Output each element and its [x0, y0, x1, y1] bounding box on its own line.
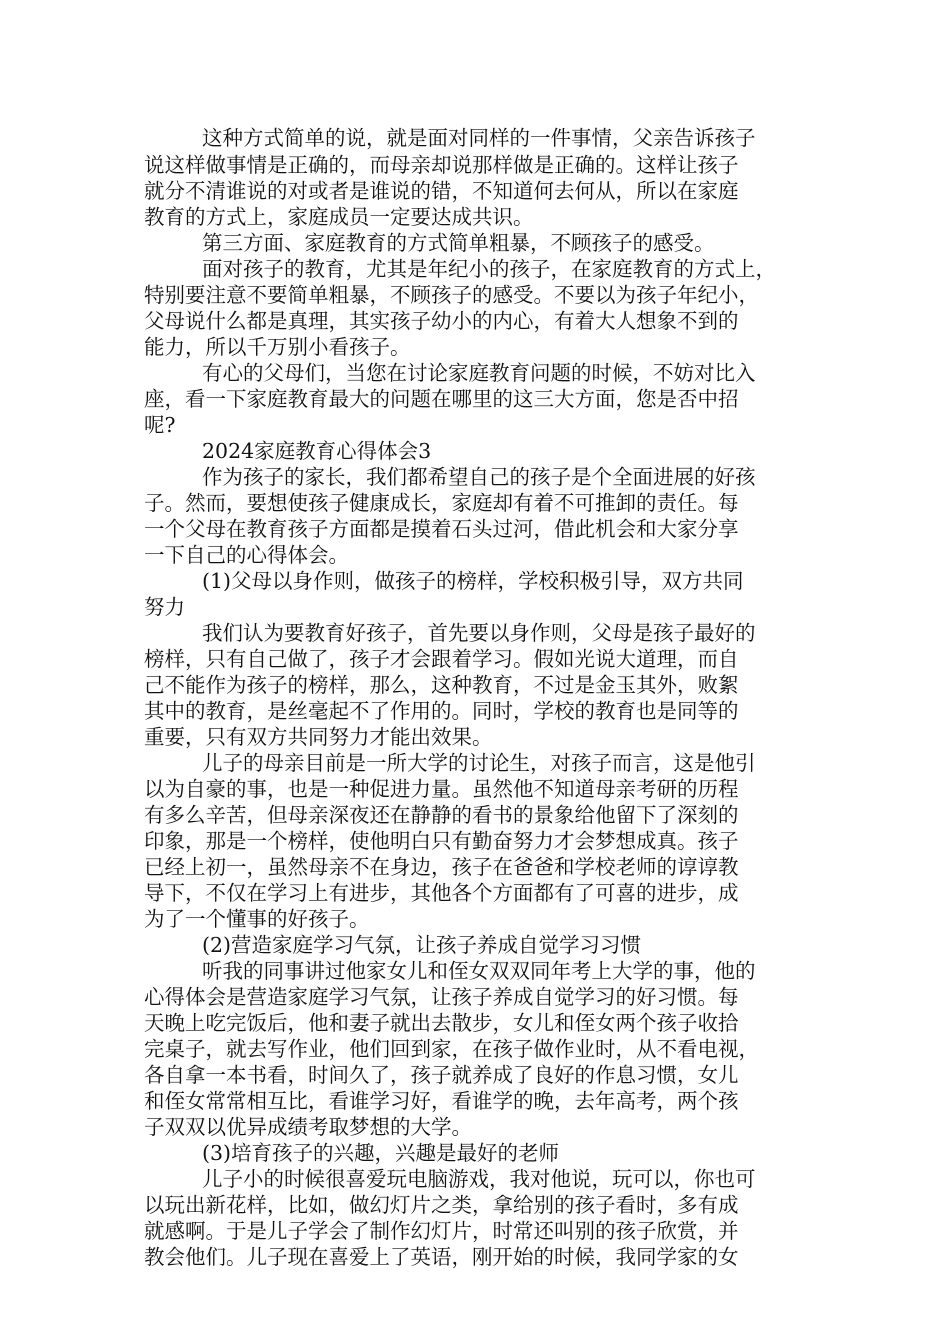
- text-line: 和侄女常常相互比，看谁学习好，看谁学的晚，去年高考，两个孩: [144, 1089, 739, 1113]
- text-line: 儿子小的时候很喜爱玩电脑游戏，我对他说，玩可以，你也可: [202, 1167, 756, 1191]
- text-line: 心得体会是营造家庭学习气氛，让孩子养成自觉学习的好习惯。每: [144, 985, 739, 1009]
- text-line: 榜样，只有自己做了，孩子才会跟着学习。假如光说大道理，而自: [144, 647, 739, 671]
- text-line: 就分不清谁说的对或者是谁说的错，不知道何去何从，所以在家庭: [144, 179, 739, 203]
- subheading: (3)培育孩子的兴趣，兴趣是最好的老师: [202, 1141, 560, 1165]
- text-line: 一下自己的心得体会。: [144, 543, 349, 567]
- subheading: (2)营造家庭学习气氛，让孩子养成自觉学习习惯: [202, 933, 642, 957]
- text-line: 特别要注意不要简单粗暴，不顾孩子的感受。不要以为孩子年纪小，: [144, 283, 759, 307]
- text-line: 呢?: [144, 413, 176, 437]
- text-line: 各自拿一本书看，时间久了，孩子就养成了良好的作息习惯，女儿: [144, 1063, 739, 1087]
- text-line: 教育的方式上，家庭成员一定要达成共识。: [144, 205, 534, 229]
- text-line: 父母说什么都是真理，其实孩子幼小的内心，有着大人想象不到的: [144, 309, 739, 333]
- text-line: 以为自豪的事，也是一种促进力量。虽然他不知道母亲考研的历程: [144, 777, 739, 801]
- text-line: 为了一个懂事的好孩子。: [144, 907, 370, 931]
- text-line: 子双双以优异成绩考取梦想的大学。: [144, 1115, 472, 1139]
- text-line: 就感啊。于是儿子学会了制作幻灯片，时常还叫别的孩子欣赏，并: [144, 1219, 739, 1243]
- text-line: 导下，不仅在学习上有进步，其他各个方面都有了可喜的进步，成: [144, 881, 739, 905]
- section-heading: 2024家庭教育心得体会3: [202, 439, 432, 463]
- text-line: 完桌子，就去写作业，他们回到家，在孩子做作业时，从不看电视，: [144, 1037, 759, 1061]
- text-line: 面对孩子的教育，尤其是年纪小的孩子，在家庭教育的方式上，: [202, 257, 776, 281]
- text-line: 儿子的母亲目前是一所大学的讨论生，对孩子而言，这是他引: [202, 751, 756, 775]
- text-line: 其中的教育，是丝毫起不了作用的。同时，学校的教育也是同等的: [144, 699, 739, 723]
- text-line: 这种方式简单的说，就是面对同样的一件事情，父亲告诉孩子: [202, 126, 756, 150]
- text-line: 第三方面、家庭教育的方式简单粗暴，不顾孩子的感受。: [202, 231, 715, 255]
- text-line: 教会他们。儿子现在喜爱上了英语，刚开始的时候，我同学家的女: [144, 1245, 739, 1269]
- text-line: 作为孩子的家长，我们都希望自己的孩子是个全面进展的好孩: [202, 465, 756, 489]
- text-line: 努力: [144, 595, 185, 619]
- text-line: 重要，只有双方共同努力才能出效果。: [144, 725, 493, 749]
- text-line: 一个父母在教育孩子方面都是摸着石头过河，借此机会和大家分享: [144, 517, 739, 541]
- text-line: 以玩出新花样，比如，做幻灯片之类，拿给别的孩子看时，多有成: [144, 1193, 739, 1217]
- text-line: 已经上初一，虽然母亲不在身边，孩子在爸爸和学校老师的谆谆教: [144, 855, 739, 879]
- text-line: 说这样做事情是正确的，而母亲却说那样做是正确的。这样让孩子: [144, 153, 739, 177]
- text-line: 天晚上吃完饭后，他和妻子就出去散步，女儿和侄女两个孩子收拾: [144, 1011, 739, 1035]
- text-line: 印象，那是一个榜样，使他明白只有勤奋努力才会梦想成真。孩子: [144, 829, 739, 853]
- text-line: 听我的同事讲过他家女儿和侄女双双同年考上大学的事，他的: [202, 959, 756, 983]
- text-line: 能力，所以千万别小看孩子。: [144, 335, 411, 359]
- text-line: 己不能作为孩子的榜样，那么，这种教育，不过是金玉其外，败絮: [144, 673, 739, 697]
- text-line: 座，看一下家庭教育最大的问题在哪里的这三大方面，您是否中招: [144, 387, 739, 411]
- text-line: 有心的父母们，当您在讨论家庭教育问题的时候，不妨对比入: [202, 361, 756, 385]
- text-line: 子。然而，要想使孩子健康成长，家庭却有着不可推卸的责任。每: [144, 491, 739, 515]
- subheading: (1)父母以身作则，做孩子的榜样，学校积极引导，双方共同: [202, 569, 744, 593]
- text-line: 有多么辛苦，但母亲深夜还在静静的看书的景象给他留下了深刻的: [144, 803, 739, 827]
- text-line: 我们认为要教育好孩子，首先要以身作则，父母是孩子最好的: [202, 621, 756, 645]
